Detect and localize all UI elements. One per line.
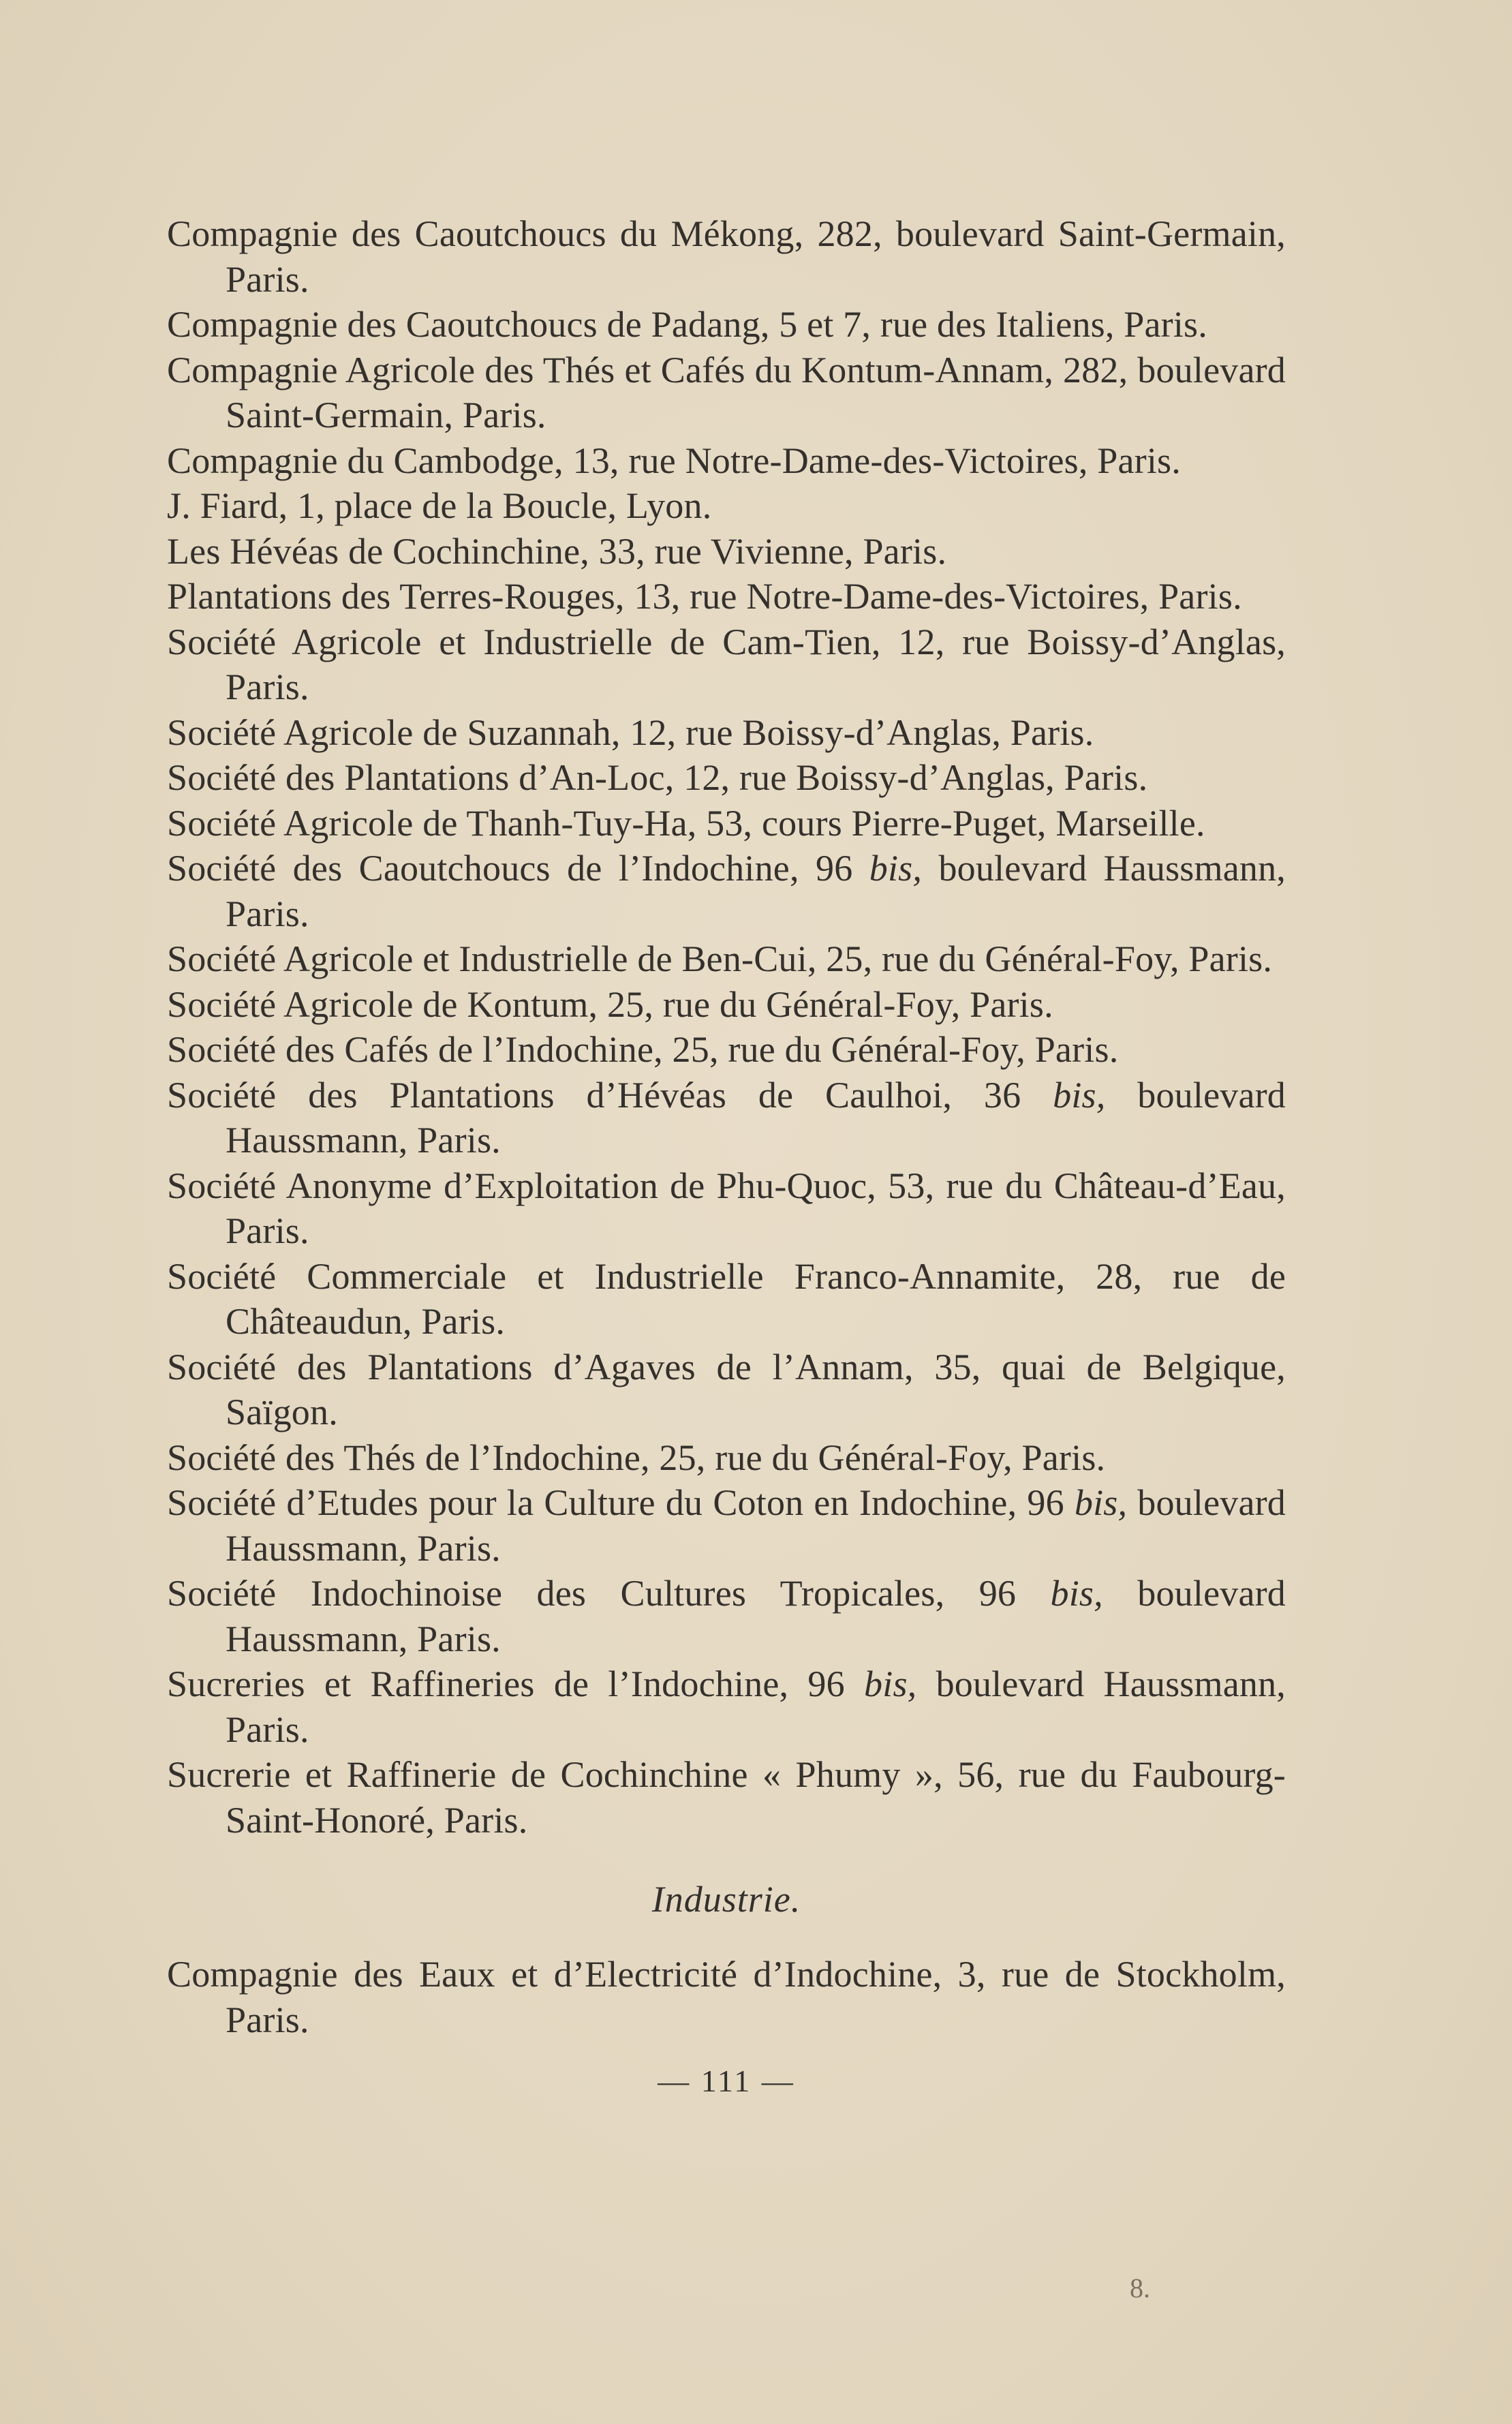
- address-entry: Société Agricole et Industrielle de Ben-Cui, 25, rue du Général-Foy, Paris.: [167, 938, 1273, 979]
- address-entry: Société des Thés de l’Indochine, 25, rue du Général-Foy, Paris.: [167, 1437, 1106, 1478]
- address-entry: Compagnie du Cambodge, 13, rue Notre-Dame-des-Victoires, Paris.: [167, 440, 1181, 481]
- address-entry: [167, 1480, 1286, 1571]
- entry-italic-bis: bis,: [1050, 1573, 1103, 1614]
- entry-italic-bis: bis,: [864, 1663, 917, 1704]
- entry-text-start: Société d’Etudes pour la Culture du Coton en Indochine, 96: [167, 1482, 1075, 1523]
- address-entry: J. Fiard, 1, place de la Boucle, Lyon.: [167, 485, 712, 526]
- address-entry: Société Agricole de Kontum, 25, rue du Général-Foy, Paris.: [167, 983, 1053, 1025]
- entry-text-end: boulevard Haussmann, Paris.: [226, 1573, 1286, 1659]
- entry-list: [167, 211, 1286, 1843]
- page-content: [167, 211, 1286, 2099]
- address-entry: Plantations des Terres-Rouges, 13, rue Notre-Dame-des-Victoires, Paris.: [167, 576, 1242, 617]
- entry-text-end: boulevard Haussmann, Paris.: [226, 848, 1286, 934]
- address-entry: [167, 1571, 1286, 1661]
- page-number: — 111 —: [658, 2064, 795, 2098]
- address-entry: Société Anonyme d’Exploitation de Phu-Quoc, 53, rue du Château-d’Eau, Paris.: [167, 1165, 1286, 1251]
- address-entry: Société Commerciale et Industrielle Franco-Annamite, 28, rue de Châteaudun, Paris.: [167, 1255, 1286, 1342]
- entry-italic-bis: bis,: [869, 848, 923, 889]
- address-entry: Société Agricole de Thanh-Tuy-Ha, 53, cours Pierre-Puget, Marseille.: [167, 802, 1205, 844]
- address-entry: Compagnie Agricole des Thés et Cafés du Kontum-Annam, 282, boulevard Saint-Germain, Paris.: [167, 349, 1286, 435]
- address-entry: Société des Plantations d’An-Loc, 12, rue Boissy-d’Anglas, Paris.: [167, 757, 1148, 798]
- address-entry: Société Agricole et Industrielle de Cam-Tien, 12, rue Boissy-d’Anglas, Paris.: [167, 621, 1286, 707]
- address-entry: Société des Plantations d’Agaves de l’Annam, 35, quai de Belgique, Saïgon.: [167, 1346, 1286, 1432]
- address-entry: [167, 1661, 1286, 1752]
- address-entry: [167, 1073, 1286, 1163]
- entry-text-end: boulevard Haussmann, Paris.: [226, 1074, 1286, 1161]
- section-heading: Industrie.: [651, 1879, 801, 1920]
- entry-text-start: Sucreries et Raffineries de l’Indochine, 96: [167, 1663, 865, 1704]
- entry-list-industrie: [167, 1952, 1286, 2042]
- address-entry: Sucrerie et Raffinerie de Cochinchine « Phumy », 56, rue du Faubourg-Saint-Honoré, Paris.: [167, 1754, 1286, 1841]
- entry-text-start: Société des Plantations d’Hévéas de Caulhoi, 36: [167, 1074, 1053, 1116]
- address-entry: Compagnie des Caoutchoucs de Padang, 5 et 7, rue des Italiens, Paris.: [167, 304, 1207, 345]
- entry-text-end: boulevard Haussmann, Paris.: [226, 1482, 1286, 1569]
- address-entry: Société Agricole de Suzannah, 12, rue Boissy-d’Anglas, Paris.: [167, 711, 1094, 753]
- address-entry: [167, 846, 1286, 936]
- entry-text-start: Société Indochinoise des Cultures Tropicales, 96: [167, 1573, 1051, 1614]
- entry-text-start: Société des Caoutchoucs de l’Indochine, 96: [167, 848, 869, 889]
- entry-italic-bis: bis,: [1074, 1482, 1128, 1523]
- address-entry: Les Hévéas de Cochinchine, 33, rue Vivienne, Paris.: [167, 530, 947, 572]
- address-entry: Compagnie des Caoutchoucs du Mékong, 282, boulevard Saint-Germain, Paris.: [167, 213, 1286, 300]
- signature-mark: 8.: [1130, 2273, 1150, 2303]
- address-entry: Compagnie des Eaux et d’Electricité d’Indochine, 3, rue de Stockholm, Paris.: [167, 1954, 1286, 2040]
- entry-italic-bis: bis,: [1053, 1074, 1106, 1116]
- entry-text-end: boulevard Haussmann, Paris.: [226, 1663, 1286, 1750]
- address-entry: Société des Cafés de l’Indochine, 25, rue du Général-Foy, Paris.: [167, 1029, 1119, 1070]
